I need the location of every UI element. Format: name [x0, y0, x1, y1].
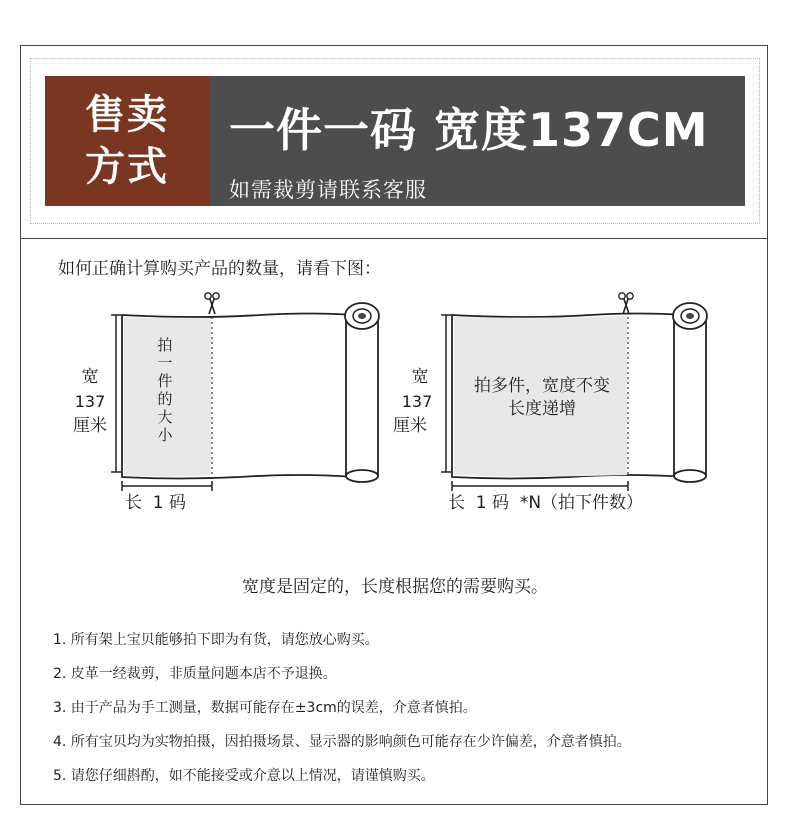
piece-label-char: 件 — [157, 372, 173, 390]
piece-label-char: 一 — [157, 354, 173, 372]
width-label: 宽 — [411, 367, 429, 387]
width-unit: 厘米 — [393, 416, 427, 436]
banner-info — [209, 76, 745, 206]
width-unit: 厘米 — [73, 416, 107, 436]
piece-label-line2: 长度递增 — [508, 399, 576, 419]
banner-label-line2: 方式 — [85, 144, 169, 190]
fabric-roll — [345, 303, 379, 482]
note-item: 5. 请您仔细斟酌，如不能接受或介意以上情况，请谨慎购买。 — [53, 768, 435, 784]
notes-list — [53, 630, 631, 800]
scissors-icon — [205, 293, 219, 314]
single-piece-diagram — [73, 293, 379, 513]
length-label: 长 1 码 *N（拍下件数） — [448, 493, 644, 513]
piece-label-char: 大 — [157, 408, 173, 426]
banner-subtitle: 如需裁剪请联系客服 — [229, 178, 427, 202]
multi-piece-diagram — [393, 293, 707, 513]
note-item: 4. 所有宝贝均为实物拍摄，因拍摄场景、显示器的影响颜色可能存在少许偏差，介意者慎拍。 — [53, 734, 631, 750]
piece-label-line1: 拍多件，宽度不变 — [474, 376, 610, 396]
measurement-diagram — [50, 290, 740, 530]
frame-divider — [20, 238, 768, 239]
fabric-roll — [673, 303, 707, 482]
piece-label-char: 拍 — [157, 336, 173, 354]
piece-label-char: 的 — [157, 390, 173, 408]
banner-label-line1: 售卖 — [85, 92, 169, 138]
piece-label-char: 小 — [157, 426, 173, 444]
banner-title: 一件一码 宽度137CM — [229, 103, 709, 157]
width-value: 137 — [401, 392, 433, 411]
width-label: 宽 — [81, 367, 99, 387]
length-label: 长 1 码 — [125, 493, 187, 513]
width-value: 137 — [74, 392, 106, 411]
width-fixed-note: 宽度是固定的，长度根据您的需要购买。 — [242, 577, 548, 597]
scissors-icon — [619, 293, 633, 314]
banner-label — [45, 76, 209, 206]
intro-text: 如何正确计算购买产品的数量，请看下图： — [58, 259, 381, 279]
sales-banner — [45, 76, 745, 206]
note-item: 3. 由于产品为手工测量，数据可能存在±3cm的误差，介意者慎拍。 — [53, 700, 477, 716]
note-item: 1. 所有架上宝贝能够拍下即为有货，请您放心购买。 — [53, 632, 379, 648]
piece-area — [454, 316, 627, 477]
note-item: 2. 皮革一经裁剪，非质量问题本店不予退换。 — [53, 666, 337, 682]
